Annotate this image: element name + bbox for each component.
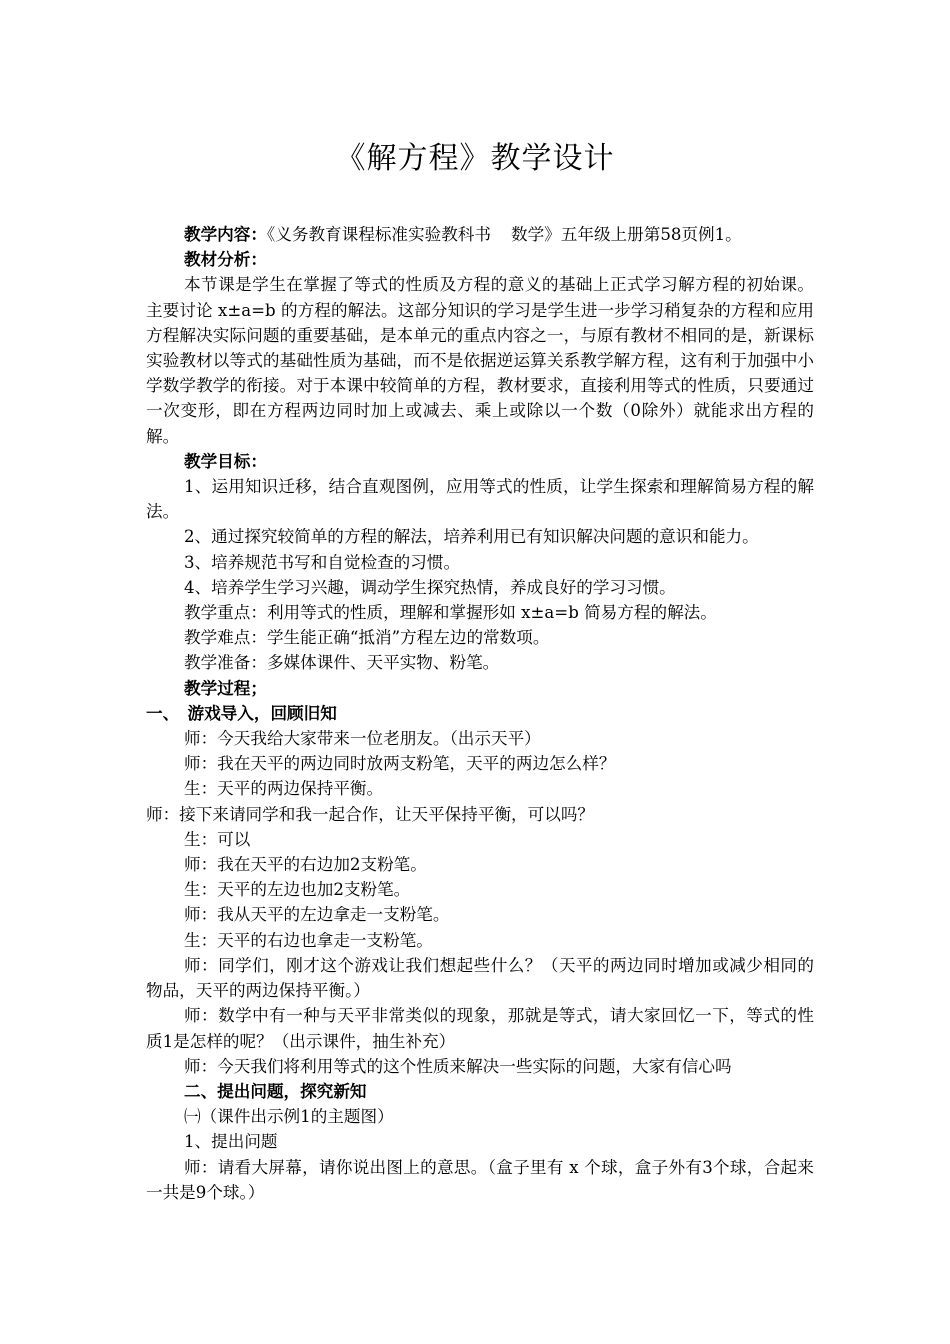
teaching-content-label: 教学内容： xyxy=(184,224,267,244)
dialogue-line: 师：我在天平的右边加2支粉笔。 xyxy=(184,855,427,875)
dialogue-line: 生：天平的两边保持平衡。 xyxy=(184,779,384,799)
document-body xyxy=(146,222,814,1205)
goal-item: 2、通过探究较简单的方程的解法，培养利用已有知识解决问题的意识和能力。 xyxy=(184,527,759,547)
goal-item: 4、培养学生学习兴趣，调动学生探究热情，养成良好的学习习惯。 xyxy=(184,577,676,597)
dialogue-line: 生：天平的左边也加2支粉笔。 xyxy=(184,880,411,900)
teaching-content xyxy=(146,222,814,247)
document-title: 《解方程》教学设计 xyxy=(335,141,615,176)
dialogue-paragraph: 师：数学中有一种与天平非常类似的现象，那就是等式，请大家回忆一下，等式的性质1是怎样的呢？（出示课件，抽生补充） xyxy=(146,1006,814,1051)
dialogue-line: 师：接下来请同学和我一起合作，让天平保持平衡，可以吗？ xyxy=(146,804,595,824)
goal-item: 3、培养规范书写和自觉检查的习惯。 xyxy=(184,552,461,572)
goal-item: 1、运用知识迁移，结合直观图例，应用等式的性质，让学生探索和理解简易方程的解法。 xyxy=(146,477,814,522)
teaching-content-text-a: 《义务教育课程标准实验教科书 xyxy=(266,225,491,244)
dialogue-line: 生：可以 xyxy=(184,829,251,849)
dialogue-paragraph: 师：同学们，刚才这个游戏让我们想起些什么？（天平的两边同时增加或减少相同的物品，天平的两边保持平衡。） xyxy=(146,955,814,1001)
dialogue-paragraph: 师：请看大屏幕，请你说出图上的意思。（盒子里有 x 个球，盒子外有3个球，合起来一共是9个球。） xyxy=(146,1157,814,1202)
section-heading: 一、 游戏导入，回顾旧知 xyxy=(146,702,337,723)
difficulty: 教学难点：学生能正确“抵消”方程左边的常数项。 xyxy=(184,628,550,648)
preparation: 教学准备：多媒体课件、天平实物、粉笔。 xyxy=(184,653,500,673)
dialogue-line: 师：今天我给大家带来一位老朋友。（出示天平） xyxy=(184,729,541,749)
sub-heading: 1、提出问题 xyxy=(184,1132,278,1152)
analysis-text: 本节课是学生在掌握了等式的性质及方程的意义的基础上正式学习解方程的初始课。主要讨论 x±a=b 的方程的解法。这部分知识的学习是学生进一步学习稍复杂的方程和应用方程解决实际问题的重要基础，是本单元的重点内容之一，与原有教材不相同的是，新课标实验教材以等式的基础性质为基础，而不是依据逆运算关系教学解方程，这有利于加强中小学数学教学的衔接。对于本课中较简单的方程，教材要求，直接利用等式的性质，只要通过一次变形，即在方程两边同时加上或减去、乘上或除以一个数（0除外）就能求出方程的解。 xyxy=(146,275,814,446)
dialogue-paragraph: 师：今天我们将利用等式的这个性质来解决一些实际的问题，大家有信心吗 xyxy=(184,1056,732,1076)
sub-heading: ㈠（课件出示例1的主题图） xyxy=(184,1107,394,1127)
teaching-content-text-b: 数学》五年级上册第58页例1。 xyxy=(510,225,742,244)
section-heading: 二、提出问题，探究新知 xyxy=(184,1080,367,1101)
goals-label: 教学目标： xyxy=(184,450,267,471)
dialogue-line: 生：天平的右边也拿走一支粉笔。 xyxy=(184,930,433,950)
process-label: 教学过程； xyxy=(184,677,267,698)
analysis-label: 教材分析： xyxy=(184,249,267,270)
key-point: 教学重点：利用等式的性质，理解和掌握形如 x±a=b 简易方程的解法。 xyxy=(184,603,717,623)
dialogue-line: 师：我在天平的两边同时放两支粉笔，天平的两边怎么样？ xyxy=(184,754,616,774)
dialogue-line: 师：我从天平的左边拿走一支粉笔。 xyxy=(184,905,450,925)
